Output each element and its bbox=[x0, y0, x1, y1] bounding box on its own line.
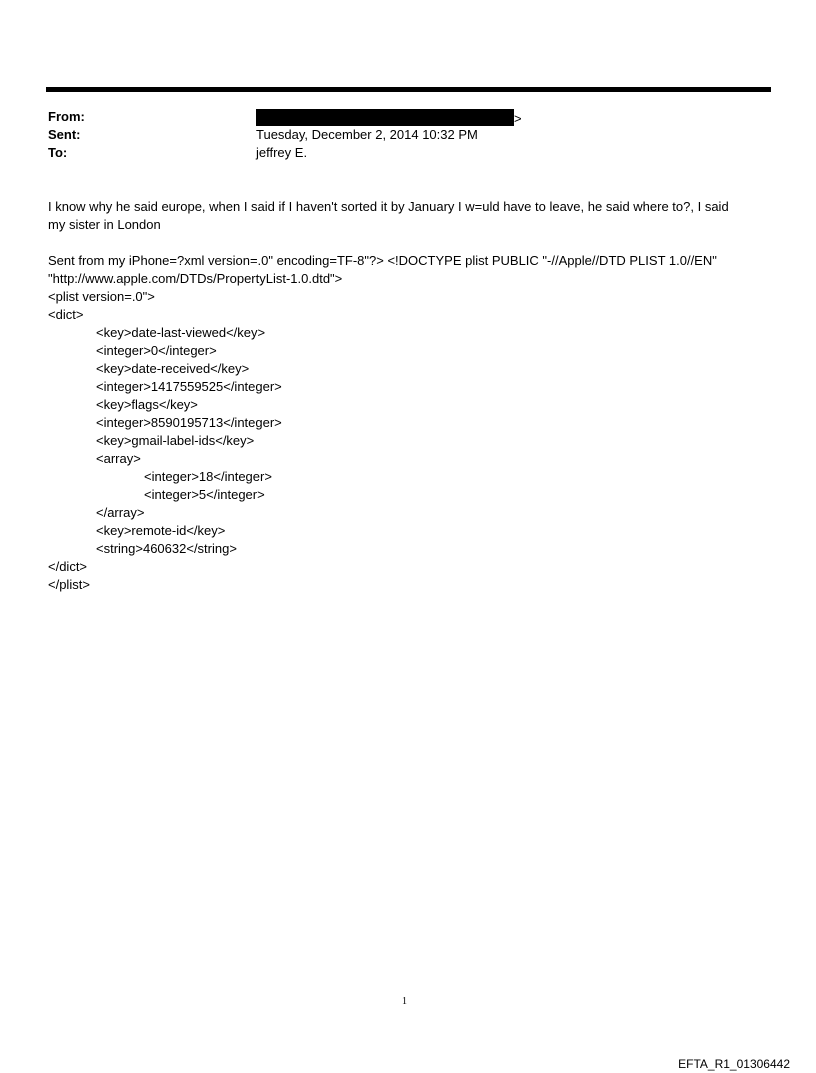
message-line: I know why he said europe, when I said if I haven't sorted it by January I w=uld have to leave, he said where to?, I said bbox=[48, 199, 729, 214]
page-number: 1 bbox=[402, 996, 407, 1007]
sent-label: Sent: bbox=[48, 127, 81, 142]
plist-line: <integer>8590195713</integer> bbox=[96, 415, 282, 430]
plist-line: <key>gmail-label-ids</key> bbox=[96, 433, 255, 448]
plist-line: "http://www.apple.com/DTDs/PropertyList-1.0.dtd"> bbox=[48, 271, 343, 286]
plist-block bbox=[48, 252, 760, 594]
message-body bbox=[48, 198, 760, 234]
message-line: my sister in London bbox=[48, 217, 161, 232]
plist-line: <array> bbox=[96, 451, 141, 466]
plist-line: <integer>0</integer> bbox=[96, 343, 217, 358]
plist-line: </dict> bbox=[48, 559, 88, 574]
document-id: EFTA_R1_01306442 bbox=[678, 1057, 790, 1071]
from-row bbox=[48, 109, 768, 127]
plist-line: <key>date-last-viewed</key> bbox=[96, 325, 266, 340]
to-label: To: bbox=[48, 145, 68, 160]
sent-row bbox=[48, 127, 768, 145]
to-row bbox=[48, 145, 768, 163]
plist-line: Sent from my iPhone=?xml version=.0" encoding=TF-8"?> <!DOCTYPE plist PUBLIC "-//Apple//DTD PLIST 1.0//EN" bbox=[48, 253, 717, 268]
to-value: jeffrey E. bbox=[256, 145, 308, 160]
plist-line: <key>date-received</key> bbox=[96, 361, 250, 376]
plist-line: </array> bbox=[96, 505, 145, 520]
plist-line: <integer>1417559525</integer> bbox=[96, 379, 282, 394]
sent-value: Tuesday, December 2, 2014 10:32 PM bbox=[256, 127, 478, 142]
from-value-suffix: > bbox=[514, 111, 522, 126]
plist-line: <string>460632</string> bbox=[96, 541, 237, 556]
plist-line: <integer>5</integer> bbox=[144, 487, 265, 502]
plist-line: <plist version=.0"> bbox=[48, 289, 155, 304]
from-value bbox=[256, 109, 522, 126]
plist-line: <dict> bbox=[48, 307, 84, 322]
from-label: From: bbox=[48, 109, 85, 124]
header-rule bbox=[46, 87, 771, 92]
redaction-block bbox=[256, 109, 514, 126]
plist-line: <key>flags</key> bbox=[96, 397, 198, 412]
plist-line: </plist> bbox=[48, 577, 90, 592]
plist-line: <integer>18</integer> bbox=[144, 469, 272, 484]
plist-line: <key>remote-id</key> bbox=[96, 523, 226, 538]
